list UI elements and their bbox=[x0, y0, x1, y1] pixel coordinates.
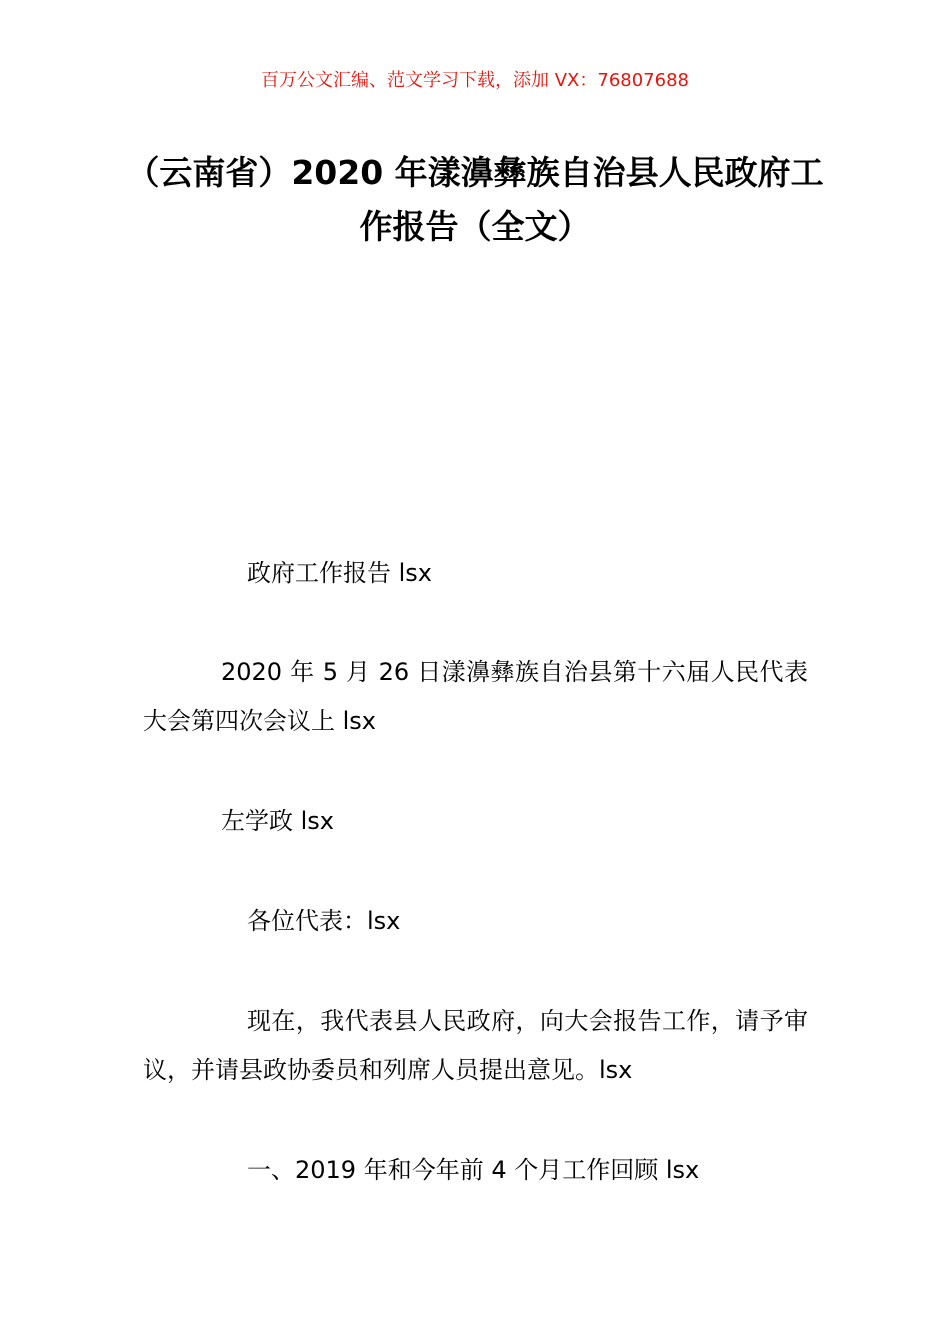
paragraph-salutation: 各位代表：lsx bbox=[247, 907, 401, 935]
paragraph-opening: 现在，我代表县人民政府，向大会报告工作，请予审议，并请县政协委员和列席人员提出意见。lsx bbox=[143, 1007, 808, 1084]
paragraph-speaker: 左学政 lsx bbox=[221, 807, 335, 835]
paragraph-report-label: 政府工作报告 lsx bbox=[247, 559, 433, 587]
document-title: （云南省）2020 年漾濞彝族自治县人民政府工作报告（全文） bbox=[126, 153, 824, 246]
section-heading-review: 一、2019 年和今年前 4 个月工作回顾 lsx bbox=[247, 1156, 700, 1184]
header-promo-note: 百万公文汇编、范文学习下载，添加 VX：76807688 bbox=[261, 70, 689, 91]
paragraph-meeting-date: 2020 年 5 月 26 日漾濞彝族自治县第十六届人民代表大会第四次会议上 lsx bbox=[143, 658, 808, 735]
